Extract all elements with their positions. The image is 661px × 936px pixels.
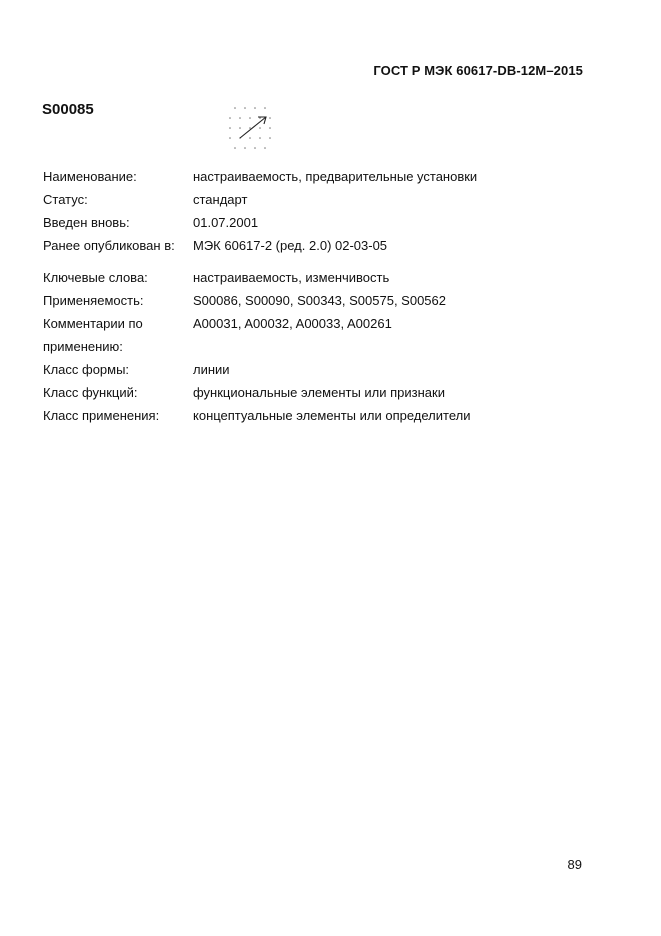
field-value: стандарт	[193, 192, 248, 207]
section-gap	[43, 257, 603, 266]
field-row-application-notes	[43, 312, 603, 335]
document-header: ГОСТ Р МЭК 60617-DB-12M–2015	[373, 63, 583, 78]
field-value	[193, 335, 603, 358]
field-row-shape-class	[43, 358, 603, 381]
symbol-id: S00085	[42, 101, 94, 118]
field-value: S00086, S00090, S00343, S00575, S00562	[193, 293, 446, 308]
field-row-name	[43, 165, 603, 188]
field-row-function-class	[43, 381, 603, 404]
attributes-table	[43, 165, 603, 427]
field-label: Ключевые слова:	[43, 270, 148, 285]
adjustable-arrow-icon	[222, 100, 282, 158]
field-row-introduced	[43, 211, 603, 234]
field-value: 01.07.2001	[193, 215, 259, 230]
field-label: Класс применения:	[43, 408, 160, 423]
field-label: Наименование:	[43, 169, 137, 184]
page-number: 89	[567, 857, 582, 872]
field-value: линии	[193, 362, 230, 377]
field-row-application-notes-cont	[43, 335, 603, 358]
field-row-previously-published	[43, 234, 603, 257]
field-label: Введен вновь:	[43, 215, 130, 230]
field-row-application-class	[43, 404, 603, 427]
field-label: Ранее опубликован в:	[43, 238, 175, 253]
field-value: функциональные элементы или признаки	[193, 385, 445, 400]
field-row-applicability	[43, 289, 603, 312]
field-value: A00031, A00032, A00033, A00261	[193, 316, 392, 331]
field-label: Класс функций:	[43, 385, 138, 400]
field-label: Класс формы:	[43, 362, 130, 377]
field-label: Статус:	[43, 192, 88, 207]
field-value: концептуальные элементы или определители	[193, 408, 471, 423]
field-label: Комментарии по	[43, 316, 143, 331]
field-label: Применяемость:	[43, 293, 144, 308]
field-row-keywords	[43, 266, 603, 289]
field-value: настраиваемость, изменчивость	[193, 270, 390, 285]
field-label: применению:	[43, 339, 123, 354]
field-value: МЭК 60617-2 (ред. 2.0) 02-03-05	[193, 238, 388, 253]
field-row-status	[43, 188, 603, 211]
field-value: настраиваемость, предварительные установки	[193, 169, 478, 184]
